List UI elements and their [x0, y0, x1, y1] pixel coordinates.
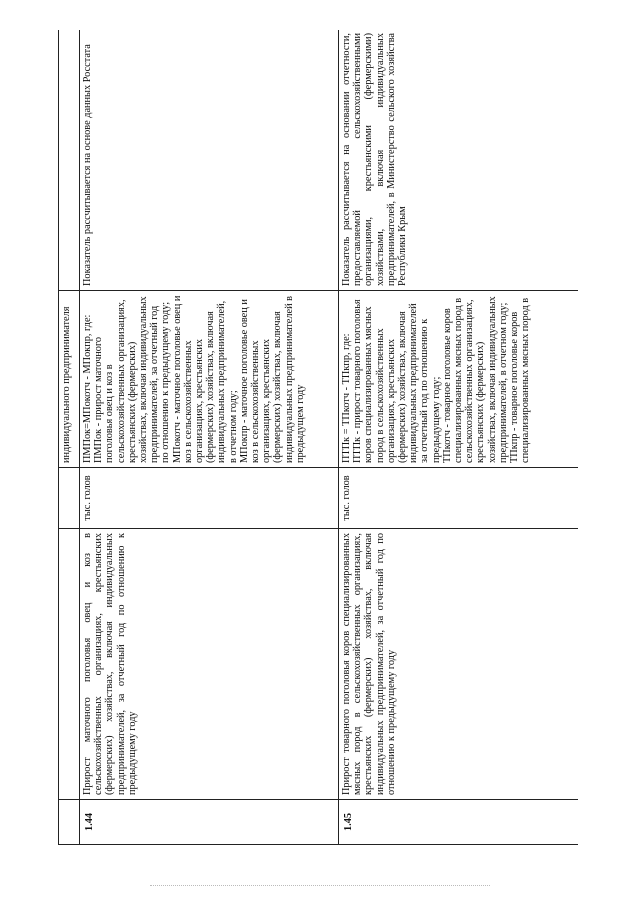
rotated-table-area: [58, 30, 578, 845]
table-row-continuation: [59, 30, 80, 845]
cell-unit: [59, 468, 80, 529]
data-source: Показатель рассчитывается на основании отчетности, предоставляемой сельскохозяйственными организациями, крестьянскими (фермерскими) хозяйствами, включая индивидуальных предпринимателей, в Министерство сельского хозяйства Республики Крым: [339, 30, 579, 291]
data-source: Показатель рассчитывается на основе данных Росстата: [80, 30, 339, 291]
formula-line: ПТПк = ТПкотч - ТПкпр, где:: [341, 333, 352, 463]
scan-artifact-divider: [150, 885, 490, 888]
indicator-name: Прирост товарного поголовья коров специализированных мясных пород в сельскохозяйственных организациях, крестьянских (фермерских) хозяйствах, включая индивидуальных предпринимателей, за отчетный год по отношению к предыдущему году: [339, 529, 579, 800]
cell-number: [59, 800, 80, 845]
indicators-table: [58, 30, 578, 845]
formula-line: МПокотч - маточное поголовье овец и коз в сельскохозяйственных организациях, крестьянских (фермерских) хозяйствах, включая индивидуальных предпринимателей, в отчетном году;: [171, 295, 239, 463]
formula-line: ПМПок - прирост маточного поголовья овец и коз в сельскохозяйственных организациях, крестьянских (фермерских) хозяйствах, включая индивидуальных предпринимателей, за отчетный год по отношению к предыдущему году;: [93, 296, 172, 463]
rotated-table-content: [58, 30, 578, 845]
formula-line: ПМПок=МПокотч - МПокпр, где:: [82, 314, 93, 463]
formula-line: ТПкотч - товарное поголовье коров специализированных мясных пород в сельскохозяйственных организациях, крестьянских (фермерских) хозяйствах, включая индивидуальных предпринимателей, в отчетном году;: [441, 296, 509, 463]
indicator-name: Прирост маточного поголовья овец и коз в сельскохозяйственных организациях, крестьянских (фермерских) хозяйствах, включая индивидуальных предпринимателей, за отчетный год по отношению к предыдущему году: [80, 529, 339, 800]
unit-of-measure: тыс. голов: [339, 468, 579, 529]
cell-name: [59, 529, 80, 800]
row-number: 1.44: [80, 800, 339, 845]
formula-line: ТПкпр - товарное поголовье коров специализированных мясных пород в: [509, 297, 532, 463]
formula-line: ПТПк - прирост товарного поголовья коров специализированных мясных пород в сельскохозяйственных организациях, крестьянских (фермерских) хозяйствах, включая индивидуальных предпринимателей за отчетный год по отношению к предыдущему году;: [352, 299, 442, 463]
cell-source: [59, 30, 80, 291]
cell-formula: индивидуального предпринимателя: [59, 291, 80, 468]
unit-of-measure: тыс. голов: [80, 468, 339, 529]
table-row: [339, 30, 579, 845]
row-number: 1.45: [339, 800, 579, 845]
calculation-formula: [339, 291, 579, 468]
table-row: [80, 30, 339, 845]
formula-line: МПокпр - маточное поголовье овец и коз в сельскохозяйственных организациях, крестьянских (фермерских) хозяйствах, включая индивидуальных предпринимателей в предыдущем году: [238, 295, 306, 463]
calculation-formula: [80, 291, 339, 468]
